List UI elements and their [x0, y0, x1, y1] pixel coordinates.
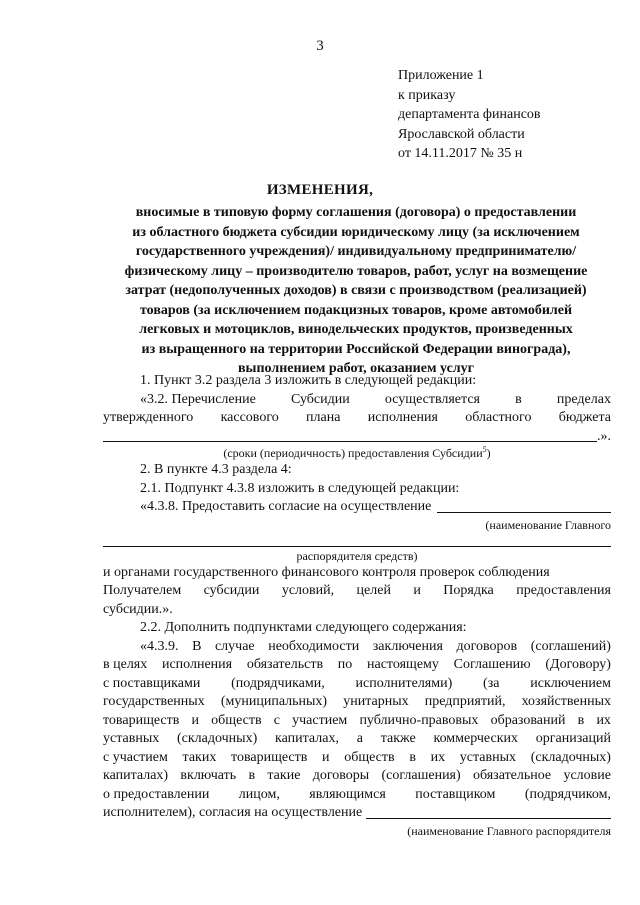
- footnote-label: (наименование Главного: [485, 517, 611, 532]
- word: (муниципальных): [220, 694, 328, 709]
- text-line: исполнителем), согласия на осуществление: [103, 805, 363, 820]
- word: договоров: [456, 638, 518, 654]
- word: и органами государственного финансового контроля проверок соблюдения: [103, 564, 550, 580]
- word: лицом,: [238, 786, 280, 802]
- word: субсидии: [203, 583, 260, 598]
- subtitle-line: вносимые в типовую форму соглашения (договора) о предоставлении: [135, 205, 577, 220]
- appendix-line: от 14.11.2017 № 35 н: [398, 146, 523, 161]
- word: хозяйственных: [521, 694, 611, 709]
- word: участием: [292, 712, 348, 728]
- word: с: [273, 712, 280, 728]
- word: В: [192, 638, 202, 654]
- word: исполнения: [367, 410, 438, 425]
- document-title: ИЗМЕНЕНИЯ,: [266, 182, 374, 198]
- page-number: 3: [316, 38, 324, 54]
- word: «3.2. Перечисление: [140, 391, 256, 407]
- word: уставных: [459, 749, 517, 765]
- word: публично-правовых: [359, 712, 479, 728]
- subtitle-line: легковых и мотоциклов, винодельческих продуктов, произведенных: [139, 322, 573, 337]
- word: капиталах,: [275, 731, 339, 746]
- word: Получателем: [103, 583, 182, 598]
- word: и: [191, 712, 200, 728]
- word: унитарных: [343, 694, 409, 709]
- word: исключением: [530, 675, 611, 691]
- justified-line: [103, 675, 611, 694]
- blank-line-row: [103, 498, 611, 517]
- appendix-line: Ярославской области: [398, 126, 525, 142]
- word: кассового: [220, 410, 279, 425]
- word: Субсидии: [291, 391, 350, 407]
- word: уставных: [103, 731, 160, 746]
- word: исполнения: [161, 657, 233, 672]
- justified-line: [103, 391, 611, 410]
- word: таких: [182, 749, 217, 765]
- appendix-line: Приложение 1: [398, 68, 484, 83]
- footnote-label: (наименование Главного распорядителя: [407, 823, 611, 838]
- document-subtitle: [86, 203, 626, 379]
- word: обязательств: [246, 657, 324, 672]
- word: капиталах): [103, 768, 169, 783]
- blank-line-row: [103, 428, 611, 447]
- word: по: [337, 657, 353, 672]
- word: товариществ: [103, 712, 180, 728]
- word: «4.3.9.: [140, 638, 179, 654]
- word: организаций: [535, 731, 611, 746]
- paragraph-2-1: 2.1. Подпункт 4.3.8 изложить в следующей редакции:: [140, 480, 460, 496]
- word: (Договору): [545, 657, 611, 672]
- word: предоставления: [516, 583, 611, 598]
- word: коммерческих: [433, 731, 519, 746]
- word: целей: [356, 583, 391, 598]
- subtitle-line: затрат (недополученных доходов) в связи с производством (реализацией): [125, 283, 587, 298]
- footnote-label: (сроки (периодичность) предоставления Субсидии$^5$): [223, 445, 491, 460]
- word: плана: [306, 410, 341, 425]
- word: условий,: [281, 583, 335, 598]
- justified-line: [103, 749, 611, 768]
- word: и: [322, 749, 330, 765]
- word: заключения: [372, 638, 443, 654]
- word: предприятий,: [424, 694, 506, 709]
- word: в: [577, 712, 585, 728]
- justified-line: [103, 767, 611, 786]
- word: с участием: [103, 749, 168, 765]
- justified-line: [103, 730, 611, 749]
- text-line: субсидии.».: [103, 601, 173, 617]
- word: в: [515, 391, 522, 407]
- word: (подрядчиками,: [231, 675, 325, 691]
- word: такие: [267, 768, 301, 783]
- justified-line: [103, 582, 611, 601]
- justified-line: [103, 409, 611, 428]
- subtitle-line: товаров (за исключением подакцизных товаров, кроме автомобилей: [139, 302, 573, 318]
- line-end-text: .».: [597, 428, 611, 444]
- word: случае: [214, 638, 255, 654]
- justified-line: [103, 693, 611, 712]
- word: обществ: [211, 712, 262, 728]
- word: (за: [483, 675, 500, 691]
- word: (складочных): [177, 731, 258, 746]
- paragraph-2-heading: 2. В пункте 4.3 раздела 4:: [140, 462, 292, 477]
- word: исполнителями): [355, 675, 453, 691]
- word: областного: [465, 410, 532, 425]
- word: являющимся: [309, 786, 386, 802]
- blank-fill-line: [437, 512, 611, 513]
- subtitle-line: из областного бюджета субсидии юридическому лицу (за исключением: [132, 224, 580, 240]
- word: в: [409, 749, 416, 765]
- blank-fill-line: [103, 441, 597, 442]
- word: бюджета: [558, 410, 611, 425]
- word: государственных: [103, 694, 205, 709]
- justified-line: [103, 656, 611, 675]
- subtitle-line: физическому лицу – производителю товаров, работ, услуг на возмещение: [124, 263, 588, 279]
- justified-line: [103, 712, 611, 731]
- word: товариществ: [231, 749, 308, 765]
- appendix-line: департамента финансов: [398, 107, 541, 122]
- word: их: [430, 749, 446, 765]
- footnote-label: распорядителя средств): [296, 548, 418, 563]
- justified-line: [103, 564, 611, 583]
- word: также: [380, 731, 416, 746]
- word: (соглашений): [530, 638, 611, 654]
- paragraph-1-heading: 1. Пункт 3.2 раздела 3 изложить в следующей редакции:: [140, 373, 477, 388]
- word: и: [413, 583, 421, 598]
- word: утвержденного: [103, 410, 194, 425]
- word: осуществляется: [384, 391, 480, 407]
- blank-line-row: [103, 533, 611, 549]
- word: включать: [180, 768, 237, 783]
- word: их: [596, 712, 611, 728]
- word: образований: [490, 712, 566, 728]
- blank-fill-line: [103, 546, 611, 547]
- word: настоящему: [367, 657, 439, 672]
- word: (подрядчиком,: [524, 786, 611, 802]
- word: обществ: [344, 749, 395, 765]
- word: в целях: [103, 657, 148, 672]
- justified-line: [103, 786, 611, 805]
- subtitle-line: выполнением работ, оказанием услуг: [238, 361, 474, 376]
- subtitle-line: из выращенного на территории Российской Федерации винограда),: [141, 341, 571, 357]
- paragraph-4-3-8: «4.3.8. Предоставить согласие на осуществление: [140, 499, 432, 514]
- word: Соглашению: [453, 657, 531, 672]
- appendix-line: к приказу: [398, 87, 456, 103]
- word: Порядка: [443, 583, 494, 598]
- word: обязательное: [472, 768, 552, 783]
- word: а: [356, 731, 363, 746]
- word: (складочных): [530, 749, 611, 765]
- word: необходимости: [268, 638, 360, 654]
- word: условие: [563, 768, 611, 783]
- justified-line: [103, 638, 611, 657]
- word: договоры: [312, 768, 370, 783]
- subtitle-line: государственного учреждения)/ индивидуальному предпринимателю/: [135, 244, 577, 259]
- blank-fill-line: [366, 818, 611, 819]
- word: в: [248, 768, 256, 783]
- word: поставщиком: [415, 786, 496, 802]
- word: о предоставлении: [103, 786, 210, 802]
- word: пределах: [556, 391, 611, 407]
- blank-line-row: [103, 804, 611, 823]
- document-body: [103, 372, 611, 839]
- paragraph-2-2: 2.2. Дополнить подпунктами следующего содержания:: [140, 620, 467, 635]
- word: с поставщиками: [103, 675, 201, 691]
- word: (соглашения): [381, 768, 461, 783]
- appendix-block: [398, 66, 541, 164]
